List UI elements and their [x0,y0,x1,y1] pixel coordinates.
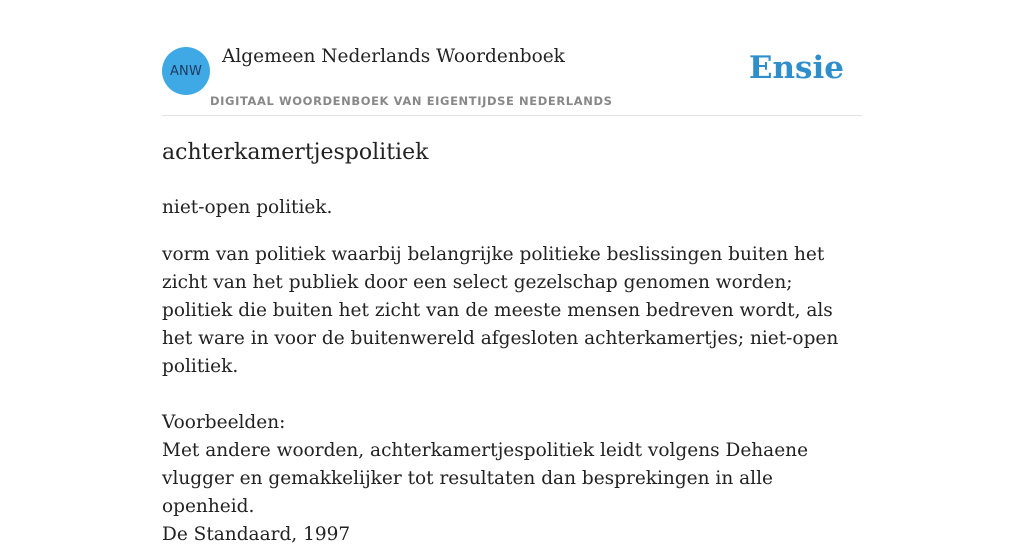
examples-label: Voorbeelden: [162,412,286,433]
spacer [162,381,862,409]
ensie-brand-link[interactable]: Ensie [748,50,844,86]
long-definition: vorm van politiek waarbij belangrijke politieke beslissingen buiten het zicht van het publiek door een select gezelschap genomen worden; politiek die buiten het zicht van de meeste mensen bedreven wordt, als het ware in voor de buitenwereld afgesloten achterkamertjes; niet-open politiek. [162,244,839,377]
example-source: De Standaard, 1997 [162,524,351,545]
entry-content [162,194,862,549]
source-subtitle: DIGITAAL WOORDENBOEK VAN EIGENTIJDSE NEDERLANDS [210,94,613,108]
source-title: Algemeen Nederlands Woordenboek [222,46,565,67]
short-definition: niet-open politiek. [162,197,333,218]
example-text: Met andere woorden, achterkamertjespolitiek leidt volgens Dehaene vlugger en gemakkelijker tot resultaten dan besprekingen in alle openheid. [162,440,809,517]
headword: achterkamertjespolitiek [162,140,429,165]
header-divider [162,115,862,116]
logo-text: ANW [169,63,203,79]
anw-logo [162,47,210,95]
